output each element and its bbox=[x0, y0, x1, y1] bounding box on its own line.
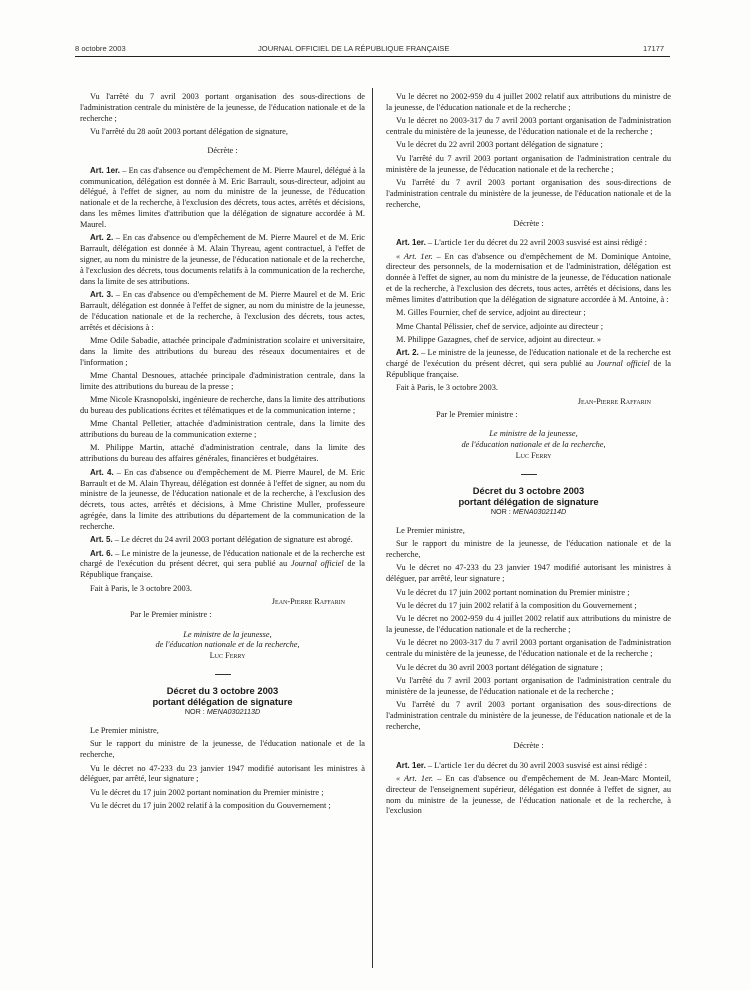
article-1 bbox=[386, 238, 671, 249]
article-label: Art. 3. bbox=[90, 290, 114, 299]
right-column bbox=[386, 92, 671, 820]
article-6 bbox=[80, 549, 365, 582]
page-number: 17177 bbox=[643, 44, 665, 53]
minister-name: Luc Ferry bbox=[515, 451, 552, 461]
article-2 bbox=[386, 348, 671, 381]
article-text: – En cas d'absence ou d'empêchement de M. Jean-Marc Monteil, directeur de l'enseignement supérieur, délégation est donnée à l'effet de signer, au nom du ministre de la jeunesse, de l'éducation nationale et de la recherche, à l'exclusion bbox=[386, 773, 671, 816]
paragraph: Mme Chantal Desnoues, attachée principale d'administration centrale, dans la limite des attributions du bureau de la presse ; bbox=[80, 370, 365, 391]
article-label: Art. 1er. bbox=[396, 760, 426, 770]
paragraph: Vu l'arrêté du 28 août 2003 portant délégation de signature, bbox=[90, 127, 288, 137]
section-separator bbox=[215, 674, 231, 675]
article-label: Art. 1er. bbox=[90, 165, 120, 175]
signatory-name: Jean-Pierre Raffarin bbox=[577, 396, 651, 406]
paragraph: M. Philippe Martin, attaché d'administration centrale, dans la limite des attributions du bureau des affaires générales, financières et budgétaires. bbox=[80, 443, 365, 464]
article-label: Art. 2. bbox=[90, 233, 114, 243]
paragraph: Vu le décret no 47-233 du 23 janvier 1947 modifié autorisant les ministres à déléguer, par arrêté, leur signature ; bbox=[80, 763, 365, 784]
signatory-label: Par le Premier ministre : bbox=[436, 410, 518, 420]
page-header bbox=[0, 0, 751, 56]
paragraph: Le Premier ministre, bbox=[90, 726, 159, 735]
paragraph: Vu le décret no 2003-317 du 7 avril 2003 portant organisation de l'administration centrale du ministère de la jeunesse, de l'éducation nationale et de la recherche ; bbox=[386, 638, 671, 659]
article-2 bbox=[80, 233, 365, 287]
decrete-label: Décrète : bbox=[207, 146, 238, 156]
article-text: – Le ministre de la jeunesse, de l'éducation nationale et de la recherche est chargé de l'exécution du présent décret, qui sera publié au bbox=[80, 548, 365, 569]
journal-ref: Journal officiel bbox=[290, 559, 344, 569]
left-column bbox=[80, 92, 365, 814]
decree-subtitle: portant délégation de signature bbox=[458, 495, 599, 507]
paragraph: Vu le décret no 2002-959 du 4 juillet 2002 relatif aux attributions du ministre de la jeunesse, de l'éducation nationale et de la recherche ; bbox=[386, 614, 671, 635]
paragraph: Vu le décret du 30 avril 2003 portant délégation de signature ; bbox=[396, 662, 603, 672]
paragraph: Mme Nicole Krasnopolski, ingénieure de recherche, dans la limite des attributions du bureau des publications écrites et télématiques et de la communication interne ; bbox=[80, 395, 365, 415]
article-1 bbox=[386, 761, 671, 772]
paragraph: Vu le décret du 17 juin 2002 relatif à la composition du Gouvernement ; bbox=[396, 600, 637, 610]
paragraph: Le Premier ministre, bbox=[396, 525, 465, 535]
decrete-label: Décrète : bbox=[513, 741, 544, 751]
paragraph: Vu l'arrêté du 7 avril 2003 portant organisation de l'administration centrale du ministère de la jeunesse, de l'éducation nationale et de la recherche ; bbox=[386, 153, 671, 174]
article-text: – En cas d'absence ou d'empêchement de M. Pierre Maurel et de M. Eric Barrault, délégation est donnée à M. Alain Thyreau, agent contractuel, à l'effet de signer, au nom du ministre de la jeunesse, de l'éducation nationale et de la recherche, à l'exclusion des décrets, tous documents relatifs à la communication de la recherche, dans la limite de ses attributions. bbox=[80, 233, 366, 286]
header-rule bbox=[75, 56, 670, 57]
paragraph: Sur le rapport du ministre de la jeunesse, de l'éducation nationale et de la recherche, bbox=[386, 539, 671, 559]
article-4 bbox=[80, 468, 365, 533]
signatory-name: Jean-Pierre Raffarin bbox=[271, 596, 345, 606]
article-text: – En cas d'absence ou d'empêchement de M. Pierre Maurel, délégué à la communication, délégation est donnée à M. Eric Barrault, sous-directeur, adjoint au délégué, à l'effet de signer, au nom du ministre de la jeunesse, de l'éducation nationale et de la recherche, à l'exclusion des décrets, tous actes, arrêtés et décisions, dans les mêmes limites d'attribution que la délégation de signature accordée à M. Maurel. bbox=[80, 165, 365, 229]
nor-reference bbox=[386, 507, 671, 518]
paragraph: Fait à Paris, le 3 octobre 2003. bbox=[90, 583, 192, 593]
article-text: – En cas d'absence ou d'empêchement de M. Pierre Maurel, de M. Eric Barrault et de M. Alain Thyreau, délégation est donnée à l'effet de signer, au nom du ministre de la jeunesse, de l'éducation nationale et de la recherche, à l'exclusion des décrets, tous actes, arrêtés et décisions, à Mme Christine Muller, professeure agrégée, dans la limite des attributions du département de la communication de la recherche. bbox=[80, 467, 365, 531]
decree-title: Décret du 3 octobre 2003 bbox=[472, 484, 585, 496]
decree-title: Décret du 3 octobre 2003 bbox=[166, 685, 279, 697]
paragraph: Vu le décret no 47-233 du 23 janvier 1947 modifié autorisant les ministres à déléguer, par arrêté, leur signature ; bbox=[386, 563, 671, 584]
paragraph: Mme Chantal Pélissier, chef de service, adjointe au directeur ; bbox=[396, 321, 604, 331]
journal-ref: Journal officiel bbox=[596, 359, 650, 369]
journal-title: JOURNAL OFFICIEL DE LA RÉPUBLIQUE FRANÇAISE bbox=[258, 44, 450, 53]
nor-label: NOR : bbox=[184, 707, 207, 717]
article-label: Art. 6. bbox=[90, 548, 113, 558]
paragraph: Vu le décret du 17 juin 2002 portant nomination du Premier ministre ; bbox=[396, 587, 630, 597]
paragraph: Mme Odile Sabadie, attachée principale d'administration scolaire et universitaire, dans la limite des attributions du bureau des réseaux documentaires et de l'information ; bbox=[80, 335, 365, 367]
paragraph: Sur le rapport du ministre de la jeunesse, de l'éducation nationale et de la recherche, bbox=[80, 739, 365, 760]
article-text: – En cas d'absence ou d'empêchement de M. Dominique Antoine, directeur des personnels, de la modernisation et de l'administration, délégation est donnée à l'effet de signer, au nom du ministre de la jeunesse, de l'éducation nationale et de la recherche, à l'exclusion des décrets, tous actes, arrêtés et décisions, dans les mêmes limites d'attribution que la délégation de signature accordée à M. Antoine, à : bbox=[386, 251, 671, 304]
minister-title: de l'éducation nationale et de la recherche, bbox=[461, 440, 606, 450]
paragraph: Fait à Paris, le 3 octobre 2003. bbox=[396, 383, 498, 393]
decrete-label: Décrète : bbox=[513, 218, 544, 228]
paragraph: Mme Chantal Pelletier, attachée d'administration centrale, dans la limite des attributions du bureau de la communication externe ; bbox=[80, 419, 365, 440]
paragraph: Vu le décret no 2003-317 du 7 avril 2003 portant organisation de l'administration centrale du ministère de la jeunesse, de l'éducation nationale et de la recherche ; bbox=[386, 116, 671, 137]
article-5 bbox=[80, 535, 365, 546]
minister-title: Le ministre de la jeunesse, bbox=[183, 629, 272, 639]
article-label: Art. 4. bbox=[90, 467, 114, 477]
article-label: Art. 1er. bbox=[396, 238, 426, 248]
paragraph: Vu l'arrêté du 7 avril 2003 portant organisation des sous-directions de l'administration centrale du ministère de la jeunesse, de l'éducation nationale et de la recherche, bbox=[386, 700, 671, 731]
minister-title: de l'éducation nationale et de la recherche, bbox=[155, 640, 300, 650]
paragraph: Vu l'arrêté du 7 avril 2003 portant organisation des sous-directions de l'administration centrale du ministère de la jeunesse, de l'éducation nationale et de la recherche ; bbox=[80, 92, 365, 123]
minister-name: Luc Ferry bbox=[209, 651, 246, 661]
article-3 bbox=[80, 290, 365, 333]
section-separator bbox=[521, 474, 537, 475]
paragraph: M. Gilles Fournier, chef de service, adjoint au directeur ; bbox=[396, 308, 586, 318]
nor-label: NOR : bbox=[490, 506, 513, 516]
paragraph: Vu le décret du 17 juin 2002 relatif à la composition du Gouvernement ; bbox=[90, 801, 331, 811]
decree-subtitle: portant délégation de signature bbox=[152, 696, 293, 708]
article-text: – Le décret du 24 avril 2003 portant délégation de signature est abrogé. bbox=[112, 535, 353, 545]
paragraph: M. Philippe Gazagnes, chef de service, adjoint au directeur. » bbox=[396, 335, 602, 345]
header-date: 8 octobre 2003 bbox=[75, 44, 126, 53]
article-text: – En cas d'absence ou d'empêchement de M. Pierre Maurel et de M. Eric Barrault, délégation est donnée à l'effet de signer, au nom du ministre de la jeunesse, de l'éducation nationale et de la recherche, à l'exclusion des décrets, tous actes, arrêtés et décisions à : bbox=[80, 290, 366, 332]
article-label: « Art. 1er. bbox=[396, 251, 433, 261]
nor-code: MENA0302113D bbox=[206, 707, 261, 717]
signatory-label: Par le Premier ministre : bbox=[130, 610, 212, 620]
column-rule bbox=[372, 88, 373, 968]
article-label: « Art. 1er. bbox=[396, 773, 434, 783]
paragraph: Vu le décret du 22 avril 2003 portant délégation de signature ; bbox=[396, 140, 603, 150]
article-text: – Le ministre de la jeunesse, de l'éducation nationale et de la recherche est chargé de l'exécution du présent décret, qui sera publié au bbox=[386, 348, 671, 369]
article-label: Art. 5. bbox=[90, 535, 113, 545]
article-text: de la République française. bbox=[386, 359, 671, 380]
nor-reference bbox=[80, 707, 365, 718]
paragraph: Vu l'arrêté du 7 avril 2003 portant organisation des sous-directions de l'administration centrale du ministère de la jeunesse, de l'éducation nationale et de la recherche, bbox=[386, 177, 671, 209]
article-1 bbox=[80, 166, 365, 231]
paragraph: Vu le décret du 17 juin 2002 portant nomination du Premier ministre ; bbox=[90, 787, 324, 797]
article-text: de la République française. bbox=[80, 559, 365, 580]
quoted-article bbox=[386, 252, 671, 306]
article-text: – L'article 1er du décret du 22 avril 2003 susvisé est ainsi rédigé : bbox=[425, 238, 647, 248]
paragraph: Vu le décret no 2002-959 du 4 juillet 2002 relatif aux attributions du ministre de la jeunesse, de l'éducation nationale et de la recherche ; bbox=[386, 92, 671, 112]
minister-title: Le ministre de la jeunesse, bbox=[489, 429, 578, 439]
article-label: Art. 2. bbox=[396, 348, 419, 358]
nor-code: MENA0302114D bbox=[512, 506, 567, 516]
article-text: – L'article 1er du décret du 30 avril 2003 susvisé est ainsi rédigé : bbox=[425, 760, 647, 770]
quoted-article bbox=[386, 774, 671, 817]
paragraph: Vu l'arrêté du 7 avril 2003 portant organisation de l'administration centrale du ministère de la jeunesse, de l'éducation nationale et de la recherche ; bbox=[386, 675, 671, 696]
